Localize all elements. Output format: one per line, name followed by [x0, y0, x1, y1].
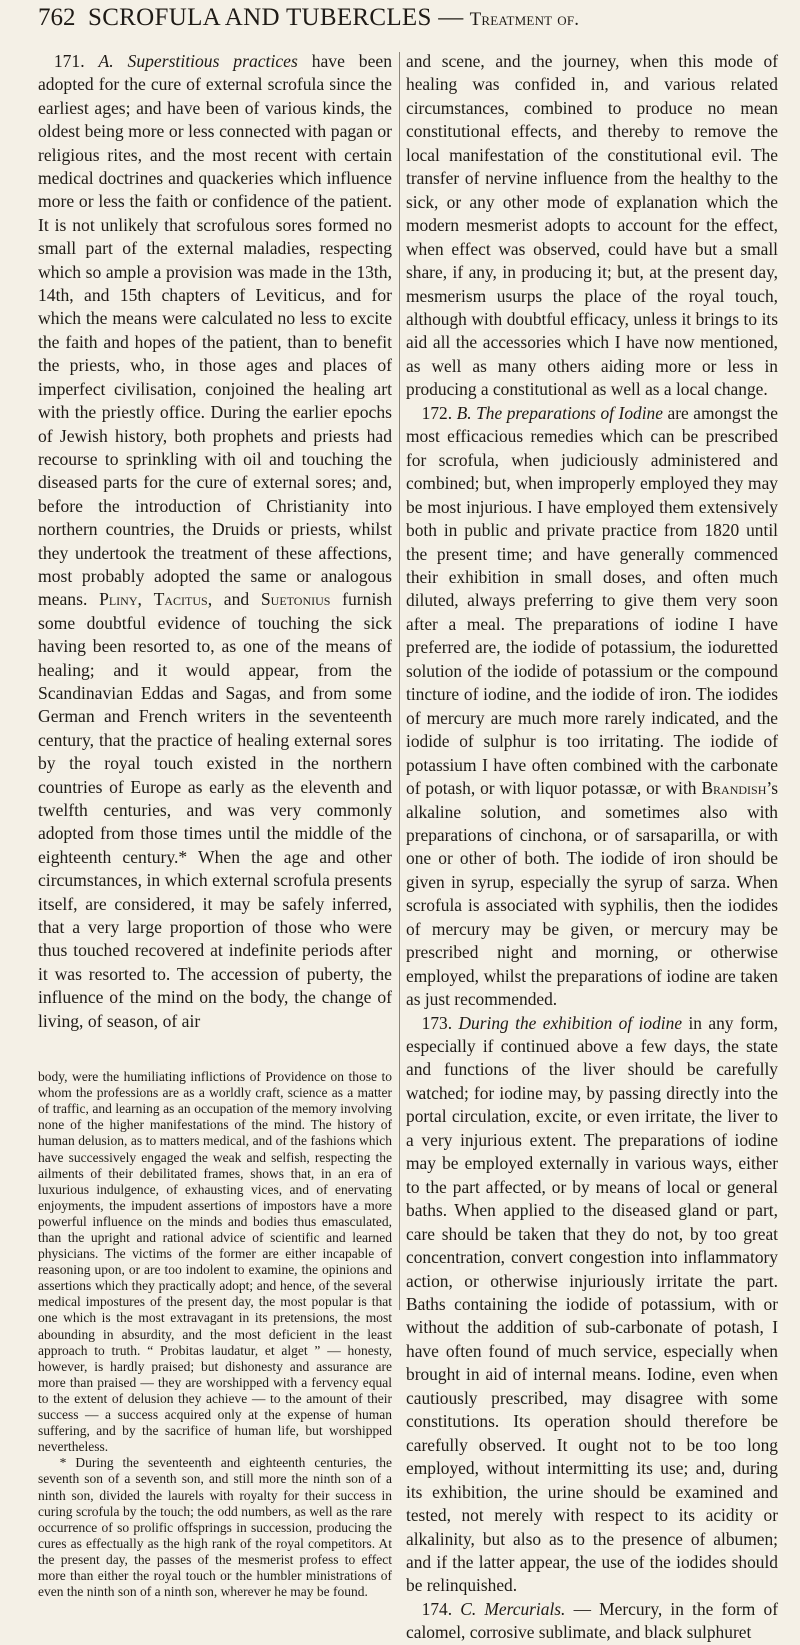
- paragraph-body: in any form, especially if continued above a few days, the state and functions of the liver should be carefully watched; for iodine may, by passing directly into the portal circulation, excite, or even irritate, the liver to a very injurious extent. The preparations of iodine may be employed externally in various ways, either to the part affected, or by means of local or general baths. When applied to the diseased gland or part, care should be taken that they do not, by too great concentration, convert congestion into inflammatory action, or otherwise injuriously irritate the part. Baths containing the iodide of potassium, with or without the addition of sub-carbonate of potash, I have often found of much service, especially when brought in aid of internal means. Iodine, even when cautiously prescribed, may disagree with some constitutions. Its operation should therefore be carefully observed. It ought not to be too long employed, without intermitting its use; and, during its exhibition, the urine should be examined and tested, not merely with respect to its acidity or alkalinity, but also as to the presence of albumen; and if the latter appear, the use of the iodides should be relinquished.: [406, 1012, 778, 1596]
- paragraph-number: 172.: [421, 402, 453, 423]
- paragraph-body: ’s alkaline solution, and sometimes also with preparations of cinchona, or of sarsaparilla, or with one or other of both. The iodide of iron should be given in syrup, especially the syrup of sarza. When scrofula is associated with syphilis, then the iodides of mercury may be given, or mercury may be prescribed night and morning, or otherwise employed, whilst the preparations of iodine are taken as just recommended.: [406, 778, 778, 1010]
- left-column: [38, 50, 392, 1600]
- footnote-star: * During the seventeenth and eighteenth centuries, the seventh son of a seventh son, and still more the ninth son of a ninth son, divided the laurels with royalty for their success in curing scrofula by the touch; the odd numbers, as well as the rare occurrence of so prolific offsprings in succession, producing the cures as effectually as the high rank of the royal competitors. At the present day, the passes of the mesmerist profess to effect more than either the royal touch or the humbler ministrations of even the ninth son of a ninth son, wherever he may be found.: [38, 1455, 392, 1600]
- column-divider: [399, 52, 400, 1310]
- paragraph-174: [406, 1598, 778, 1645]
- paragraph-171: 171. A. Superstitious practices have been adopted for the cure of external scrofula since the earliest ages; and have been of various kinds, the oldest being more or less connected with pagan or religious rites, and the most recent with certain medical doctrines and quackeries which influence more or less the faith or confidence of the patient. It is not unlikely that scrofulous sores formed no small part of the external maladies, respecting which so ample a provision was made in the 13th, 14th, and 15th chapters of Leviticus, and for which the means were calculated no less to excite the faith and hopes of the patient, than to benefit the priests, who, in those ages and places of imperfect civilisation, conjoined the healing art with the priestly office. During the earlier epochs of Jewish history, both prophets and priests had recourse to sprinkling with oil and touching the diseased parts for the cure of external sores; and, before the introduction of Christianity into northern countries, the Druids or priests, whilst they undertook the treatment of these affections, most probably adopted the same or analogous means. Pliny, Tacitus, and Suetonius furnish some doubtful evidence of touching the sick having been resorted to, as one of the means of healing; and it would appear, from the Scandinavian Eddas and Sagas, and from some German and French writers in the seventeenth century, that the practice of healing external sores by the royal touch existed in the northern countries of Europe as early as the eleventh and twelfth centuries, and was very commonly adopted from those times until the middle of the eighteenth century.* When the age and other circumstances, in which external scrofula presents itself, are considered, it may be safely inferred, that a very large proportion of those who were thus touched recovered at indefinite periods after it was resorted to. The accession of puberty, the influence of the mind on the body, the change of living, of season, of air: [38, 51, 392, 1031]
- paragraph-title: A. Superstitious practices: [98, 51, 298, 71]
- paragraph-number: 174.: [421, 1598, 453, 1619]
- paragraph-173: [406, 1012, 778, 1598]
- author-name: Brandish: [701, 778, 767, 799]
- running-header: [38, 4, 778, 44]
- paragraph-body: furnish some doubtful evidence of touching the sick having been resorted to, as one of the means of healing; and it would appear, from the Scandinavian Eddas and Sagas, and from some German and French writers in the seventeenth century, that the practice of healing external sores by the royal touch existed in the northern countries of Europe as early as the eleventh and twelfth centuries, and was very commonly adopted from those times until the middle of the eighteenth century.* When the age and other circumstances, in which external scrofula presents itself, are considered, it may be safely inferred, that a very large proportion of those who were thus touched recovered at indefinite periods after it was resorted to. The accession of puberty, the influence of the mind on the body, the change of living, of season, of air: [38, 589, 392, 1031]
- footnote-continuation: body, were the humiliating inflictions of Providence on those to whom the professions are as a worldly craft, science as a matter of traffic, and learning as an occupation of the memory involving none of the higher manifestations of the mind. The history of human delusion, as to matters medical, and of the fashions which have successively engaged the weak and selfish, respecting the ailments of their debilitated frames, shows that, in an era of luxurious indulgence, of exhausting vices, and of enervating enjoyments, the impudent assertions of impostors have a more powerful influence on the minds and bodies thus emasculated, than the upright and rational advice of scientific and learned physicians. The victims of the former are either incapable of reasoning upon, or are too indolent to examine, the opinions and assertions which they practically adopt; and hence, of the several medical impostures of the present day, the most popular is that one which is the most extravagant in its pretensions, the most abounding in absurdity, and the most deficient in the least approach to truth. “ Probitas laudatur, et alget ” — honesty, however, is hardly praised; but dishonesty and assurance are more than praised — they are worshipped with a fervency equal to the extent of delusion they achieve — to the amount of their success — a success acquired only at the expense of human suffering, and by the sacrifice of human life, but worshipped nevertheless.: [38, 1069, 392, 1455]
- paragraph-172: [406, 402, 778, 1012]
- paragraph-title: During the exhibition of iodine: [458, 1012, 683, 1033]
- page-number: 762: [38, 4, 76, 31]
- footnotes: [38, 1069, 392, 1600]
- paragraph-body: are amongst the most efficacious remedies which can be prescribed for scrofula, when judiciously administered and combined; but, when improperly employed they may be most injurious. I have employed them extensively both in public and private practice from 1820 until the present time; and have generally commenced their exhibition in small doses, and often much diluted, always preferring to give them very soon after a meal. The preparations of iodine I have preferred are, the iodide of potassium, the ioduretted solution of the iodide of potassium or the compound tincture of iodine, and the iodide of iron. The iodides of mercury are much more rarely indicated, and the iodide of sulphur is too irritating. The iodide of potassium I have often combined with the carbonate of potash, or with liquor potassæ, or with: [406, 402, 778, 799]
- author-name: Tacitus: [153, 589, 208, 610]
- paragraph-number: 171.: [53, 51, 85, 71]
- author-name: Pliny: [99, 589, 138, 610]
- paragraph-body: — Mercury, in the form of calomel, corrosive sublimate, and black sulphuret: [406, 1598, 778, 1643]
- running-title: SCROFULA AND TUBERCLES —: [88, 4, 464, 31]
- paragraph-title: C. Mercurials.: [460, 1598, 566, 1619]
- running-subtitle: Treatment of.: [469, 9, 580, 30]
- author-name: Suetonius: [260, 589, 331, 610]
- paragraph-continuation: and scene, and the journey, when this mode of healing was confided in, and various related circumstances, combined to produce no mean constitutional effects, and thereby to remove the local manifestation of the constitutional evil. The transfer of nervine influence from the healthy to the sick, or any other mode of explanation which the modern mesmerist adopts to account for the effect, when effect was observed, could have but a small share, if any, in producing it; but, at the present day, mesmerism usurps the place of the royal touch, although with doubtful efficacy, unless it brings to its aid all the accessories which I have now mentioned, as well as many others aiding more or less in producing a constitutional as well as a local change.: [406, 51, 778, 400]
- right-column: [406, 50, 778, 1645]
- paragraph-title: B. The preparations of Iodine: [456, 402, 663, 423]
- paragraph-body: have been adopted for the cure of external scrofula since the earliest ages; and have been of various kinds, the oldest being more or less connected with pagan or religious rites, and the most recent with certain medical doctrines and quackeries which influence more or less the faith or confidence of the patient. It is not unlikely that scrofulous sores formed no small part of the external maladies, respecting which so ample a provision was made in the 13th, 14th, and 15th chapters of Leviticus, and for which the means were calculated no less to excite the faith and hopes of the patient, than to benefit the priests, who, in those ages and places of imperfect civilisation, conjoined the healing art with the priestly office. During the earlier epochs of Jewish history, both prophets and priests had recourse to sprinkling with oil and touching the diseased parts for the cure of external sores; and, before the introduction of Christianity into northern countries, the Druids or priests, whilst they undertook the treatment of these affections, most probably adopted the same or analogous means.: [38, 51, 392, 610]
- paragraph-number: 173.: [421, 1012, 453, 1033]
